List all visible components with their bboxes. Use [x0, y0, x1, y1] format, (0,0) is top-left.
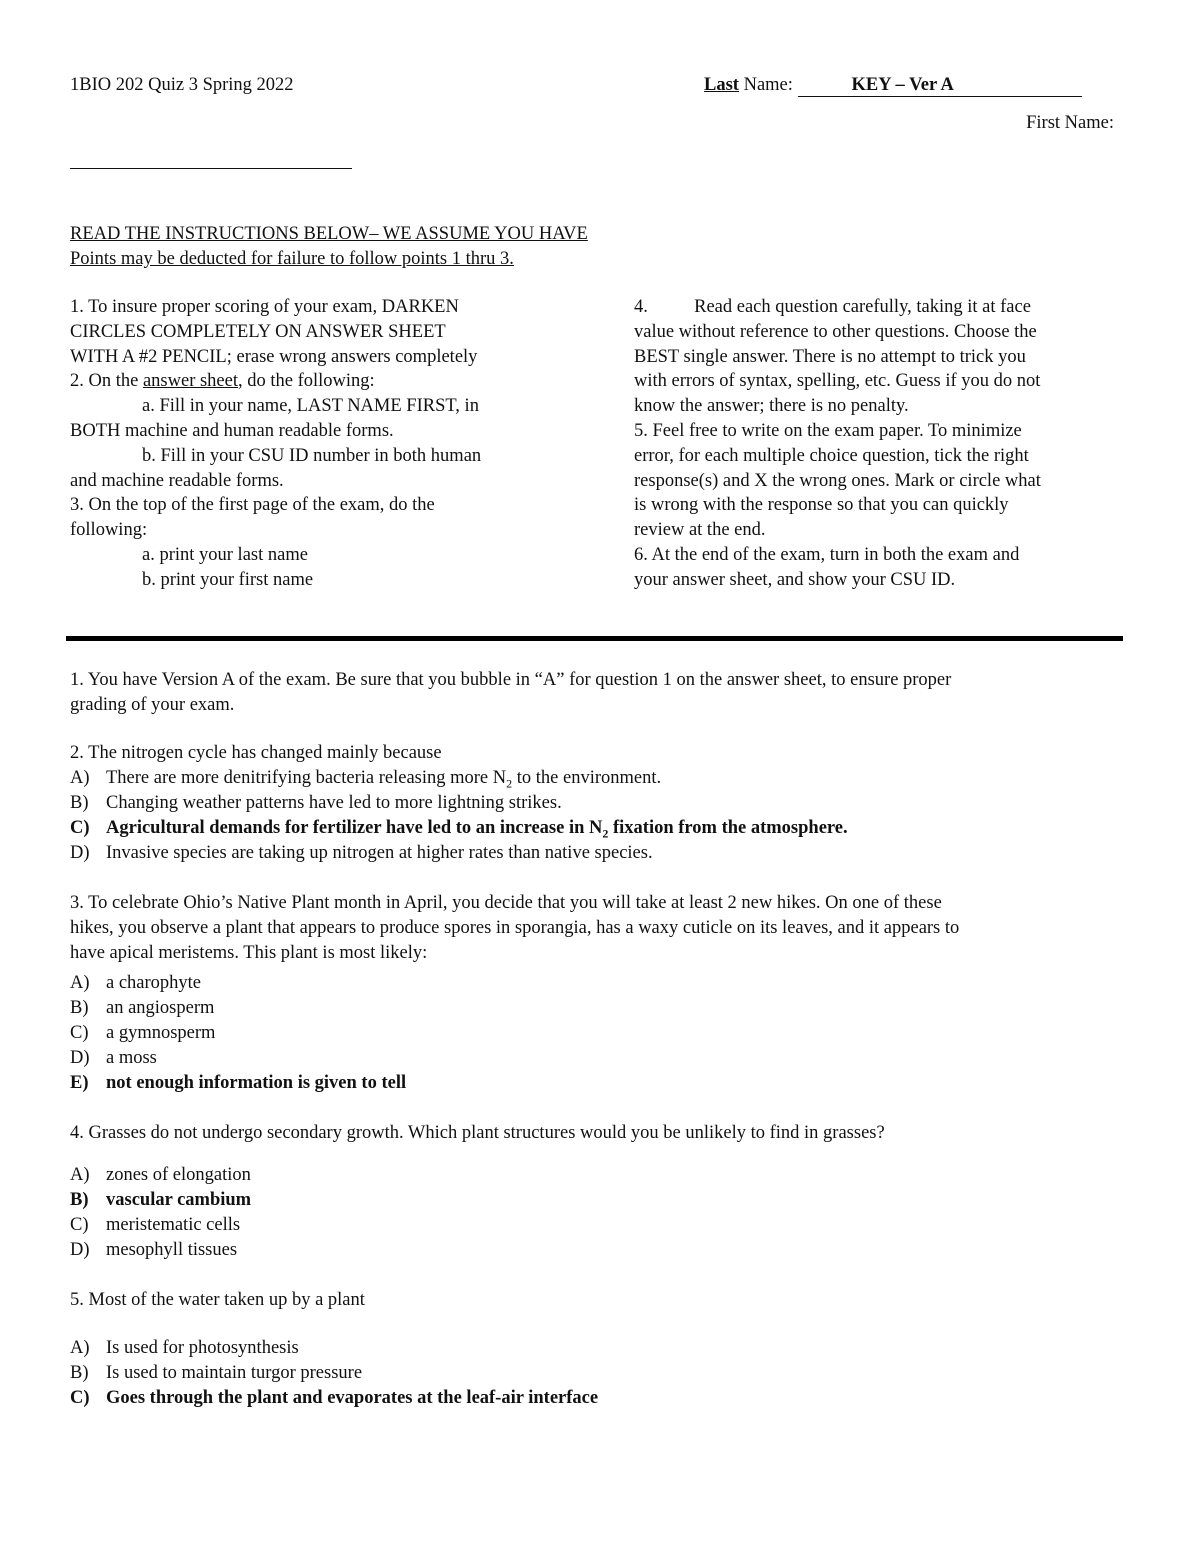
last-name-field [704, 73, 1082, 98]
option-text: Goes through the plant and evaporates at the leaf-air interface [106, 1387, 599, 1408]
correct-answer-option [70, 1071, 959, 1096]
correct-answer-option [70, 816, 848, 841]
option-label: C) [70, 1214, 89, 1235]
option-text: Agricultural demands for fertilizer have led to an increase in N [106, 817, 603, 838]
instruction-line: b. print your first name [142, 569, 314, 590]
instructions-right-column [634, 295, 1124, 593]
question-5 [70, 1288, 598, 1411]
instructions-subheading: Points may be deducted for failure to follow points 1 thru 3. [70, 249, 514, 269]
option-text: fixation from the atmosphere. [608, 817, 848, 838]
instruction-line: know the answer; there is no penalty. [634, 396, 909, 417]
question-1 [70, 668, 951, 718]
option-label: C) [70, 1023, 89, 1044]
option-text: an angiosperm [106, 998, 215, 1019]
option-label: C) [70, 1387, 90, 1408]
instruction-line: review at the end. [634, 520, 766, 541]
option-label: B) [70, 1362, 89, 1383]
option-label: B) [70, 998, 89, 1019]
option-label: B) [70, 792, 89, 813]
answer-option [70, 971, 959, 996]
option-label: E) [70, 1073, 89, 1094]
correct-answer-option [70, 1188, 885, 1213]
instruction-line: WITH A #2 PENCIL; erase wrong answers completely [70, 346, 478, 367]
instruction-line: a. print your last name [142, 544, 308, 565]
subscript: 2 [506, 776, 513, 791]
option-text: a moss [106, 1048, 157, 1069]
answer-option [70, 1046, 959, 1071]
first-name-label: First Name: [1026, 113, 1114, 133]
option-text: There are more denitrifying bacteria releasing more N [106, 767, 507, 788]
instruction-line: with errors of syntax, spelling, etc. Guess if you do not [634, 371, 1041, 392]
answer-option [70, 1361, 598, 1386]
instruction-line: BEST single answer. There is no attempt to trick you [634, 346, 1026, 367]
option-label: D) [70, 1048, 90, 1069]
option-text: vascular cambium [106, 1189, 252, 1210]
option-text: mesophyll tissues [106, 1239, 238, 1260]
option-text: a gymnosperm [106, 1023, 216, 1044]
instruction-line [70, 369, 570, 394]
instructions-heading: READ THE INSTRUCTIONS BELOW– WE ASSUME YOU HAVE [70, 224, 588, 244]
instruction-line: 5. Feel free to write on the exam paper. To minimize [634, 420, 1022, 441]
option-label: A) [70, 1164, 90, 1185]
instruction-line: b. Fill in your CSU ID number in both human [142, 445, 482, 466]
instruction-line: 4. Read each question carefully, taking it at face [634, 297, 1031, 317]
question-stem: 5. Most of the water taken up by a plant [70, 1290, 365, 1310]
option-label: C) [70, 817, 90, 838]
answer-option [70, 1238, 885, 1263]
last-name-value: KEY – Ver A [798, 74, 1082, 97]
instruction-line: your answer sheet, and show your CSU ID. [634, 569, 956, 590]
option-text: meristematic cells [106, 1214, 241, 1235]
instruction-line: 1. To insure proper scoring of your exam, DARKEN [70, 297, 459, 317]
option-text: Invasive species are taking up nitrogen at higher rates than native species. [106, 842, 653, 863]
quiz-title: 1BIO 202 Quiz 3 Spring 2022 [70, 75, 294, 95]
option-text: Is used to maintain turgor pressure [106, 1362, 363, 1383]
answer-option [70, 996, 959, 1021]
answer-option [70, 1336, 598, 1361]
option-label: D) [70, 1239, 90, 1260]
answer-option [70, 791, 848, 816]
instruction-line: and machine readable forms. [70, 470, 284, 491]
section-divider [66, 636, 1123, 641]
question-stem: 2. The nitrogen cycle has changed mainly because [70, 743, 442, 763]
option-label: A) [70, 1337, 90, 1358]
name-label: Name: [738, 75, 798, 95]
instructions-left-column [70, 295, 570, 593]
answer-option [70, 1213, 885, 1238]
option-label: A) [70, 767, 90, 788]
subscript: 2 [602, 826, 609, 841]
option-text: Changing weather patterns have led to more lightning strikes. [106, 792, 562, 813]
question-stem: 4. Grasses do not undergo secondary growth. Which plant structures would you be unlikely to find in grasses? [70, 1123, 885, 1143]
instruction-text: 2. On the [70, 371, 143, 392]
option-text: Is used for photosynthesis [106, 1337, 299, 1358]
instruction-line: 6. At the end of the exam, turn in both the exam and [634, 544, 1020, 565]
instruction-line: error, for each multiple choice question, tick the right [634, 445, 1029, 466]
question-3 [70, 891, 959, 1096]
instruction-line: CIRCLES COMPLETELY ON ANSWER SHEET [70, 321, 446, 342]
option-text: a charophyte [106, 973, 202, 994]
instruction-line: following: [70, 520, 148, 541]
instruction-line: is wrong with the response so that you can quickly [634, 495, 1009, 516]
question-2 [70, 741, 848, 866]
question-text: hikes, you observe a plant that appears to produce spores in sporangia, has a waxy cuticle on its leaves, and it appears to [70, 917, 960, 938]
option-label: B) [70, 1189, 89, 1210]
option-text: zones of elongation [106, 1164, 251, 1185]
question-text: 3. To celebrate Ohio’s Native Plant month in April, you decide that you will take at least 2 new hikes. On one of these [70, 893, 942, 913]
instruction-line: 3. On the top of the first page of the exam, do the [70, 495, 435, 516]
question-4 [70, 1121, 885, 1263]
answer-sheet-text: answer sheet [142, 371, 238, 392]
instruction-line: response(s) and X the wrong ones. Mark or circle what [634, 470, 1041, 491]
option-label: A) [70, 973, 90, 994]
answer-option [70, 841, 848, 866]
answer-option [70, 1021, 959, 1046]
option-text: not enough information is given to tell [106, 1073, 407, 1094]
first-name-blank-line [70, 168, 352, 169]
instruction-line: BOTH machine and human readable forms. [70, 420, 394, 441]
instruction-line: value without reference to other questions. Choose the [634, 321, 1037, 342]
answer-option [70, 1163, 885, 1188]
instruction-text: , do the following: [238, 371, 375, 392]
option-text: to the environment. [512, 767, 662, 788]
answer-option [70, 766, 848, 791]
correct-answer-option [70, 1386, 598, 1411]
question-text: have apical meristems. This plant is most likely: [70, 942, 428, 963]
option-label: D) [70, 842, 90, 863]
question-text: grading of your exam. [70, 694, 235, 715]
last-label: Last [704, 75, 739, 95]
instruction-line: a. Fill in your name, LAST NAME FIRST, in [142, 396, 479, 417]
question-text: 1. You have Version A of the exam. Be sure that you bubble in “A” for question 1 on the answer sheet, to ensure proper [70, 670, 952, 690]
